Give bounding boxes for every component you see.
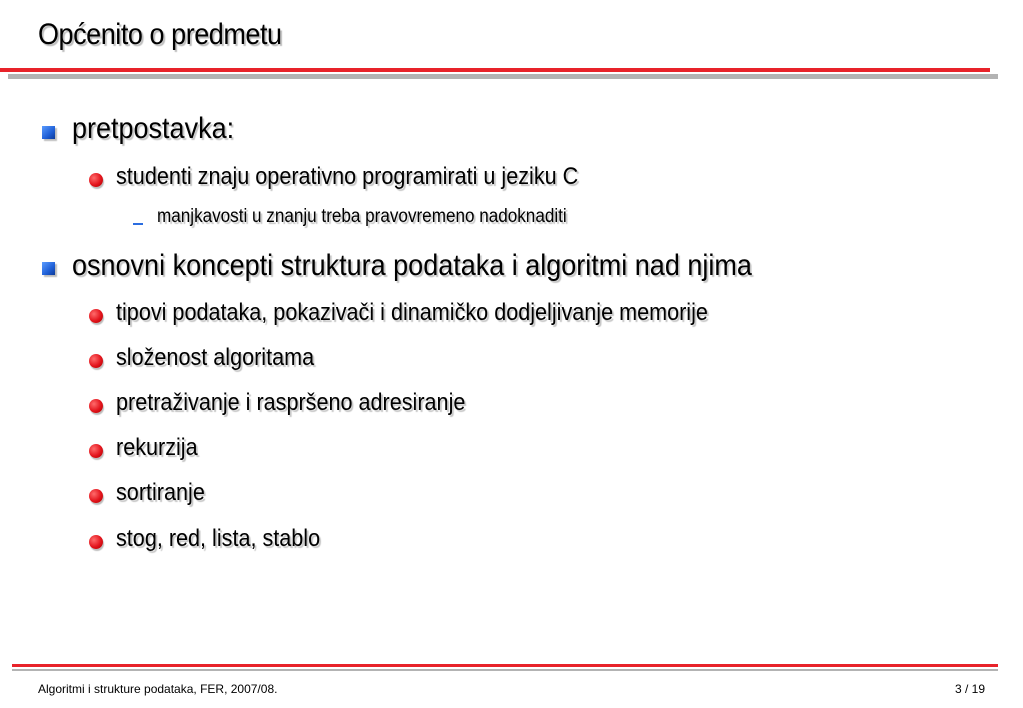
square-bullet-icon <box>42 126 55 139</box>
bullet-text: pretpostavka: <box>72 112 235 145</box>
bullet-text: pretraživanje i raspršeno adresiranje <box>116 389 466 416</box>
title-divider-gray <box>8 74 998 79</box>
round-bullet-icon <box>89 173 103 187</box>
bullet-text: stog, red, lista, stablo <box>116 525 321 552</box>
bullet-level3 <box>157 206 612 228</box>
bullet-text: složenost algoritama <box>116 344 315 371</box>
square-bullet-icon <box>42 262 55 275</box>
bullet-level2 <box>116 389 504 417</box>
bullet-level2 <box>116 163 630 191</box>
bullet-text: sortiranje <box>116 479 205 506</box>
round-bullet-icon <box>89 489 103 503</box>
slide-title: Općenito o predmetu <box>38 18 282 51</box>
footer-divider-gray <box>12 669 998 671</box>
bullet-level2 <box>116 525 343 553</box>
bullet-text: osnovni koncepti struktura podataka i algoritmi nad njima <box>72 249 752 282</box>
footer-page-number: 3 / 19 <box>954 682 985 696</box>
footer-course: Algoritmi i strukture podataka, FER, 2007/08. <box>38 682 278 696</box>
bullet-level2 <box>116 434 207 462</box>
bullet-level2 <box>116 344 336 372</box>
round-bullet-icon <box>89 444 103 458</box>
bullet-text: tipovi podataka, pokazivači i dinamičko dodjeljivanje memorije <box>116 299 708 326</box>
bullet-level1 <box>72 112 252 146</box>
bullet-level2 <box>116 479 215 507</box>
bullet-text: studenti znaju operativno programirati u jeziku C <box>116 163 579 190</box>
footer-divider-red <box>12 664 998 667</box>
round-bullet-icon <box>89 535 103 549</box>
bullet-text: rekurzija <box>116 434 198 461</box>
round-bullet-icon <box>89 354 103 368</box>
round-bullet-icon <box>89 309 103 323</box>
title-divider-red <box>0 68 990 72</box>
round-bullet-icon <box>89 399 103 413</box>
bullet-text: manjkavosti u znanju treba pravovremeno nadoknaditi <box>157 206 567 227</box>
dash-bullet-icon <box>133 223 143 225</box>
bullet-level1 <box>72 249 827 283</box>
bullet-level2 <box>116 299 774 327</box>
